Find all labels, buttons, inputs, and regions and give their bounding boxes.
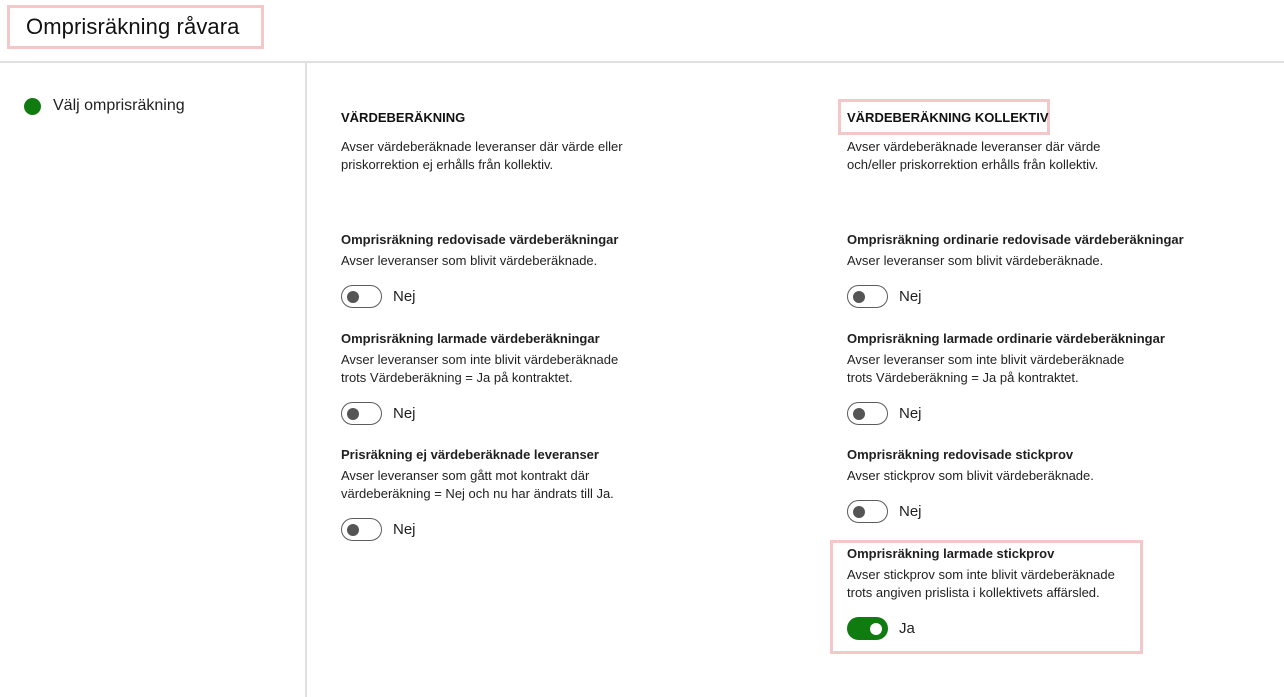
description-line: Avser stickprov som inte blivit värdeberäknade bbox=[847, 567, 1115, 582]
toggle-switch-larmade-ordinarie-vardeberakningar[interactable] bbox=[847, 402, 888, 425]
toggle-state-label: Nej bbox=[899, 405, 922, 422]
description-line: värdeberäkning = Nej och nu har ändrats till Ja. bbox=[341, 486, 614, 501]
toggle-switch-larmade-vardeberakningar[interactable] bbox=[341, 402, 382, 425]
toggle-switch-ordinarie-redovisade-vardeberakningar[interactable] bbox=[847, 285, 888, 308]
option-title: Prisräkning ej värdeberäknade leveranser bbox=[341, 447, 599, 462]
toggle-row bbox=[847, 402, 1207, 425]
step-valj-omprisrakning[interactable] bbox=[24, 97, 185, 115]
sidebar-divider bbox=[305, 63, 307, 697]
description-line: och/eller priskorrektion erhålls från kollektiv. bbox=[847, 157, 1099, 172]
option-title: Omprisräkning larmade värdeberäkningar bbox=[341, 331, 600, 346]
option-description bbox=[341, 467, 641, 503]
description-line: Avser leveranser som blivit värdeberäknade. bbox=[847, 253, 1104, 268]
option-title: Omprisräkning redovisade värdeberäkningar bbox=[341, 232, 619, 247]
toggle-state-label: Nej bbox=[393, 521, 416, 538]
step-label: Välj omprisräkning bbox=[53, 97, 185, 114]
option-title: Omprisräkning ordinarie redovisade värdeberäkningar bbox=[847, 232, 1184, 247]
option-description bbox=[341, 351, 641, 387]
description-line: trots angiven prislista i kollektivets affärsled. bbox=[847, 585, 1100, 600]
description-line: Avser leveranser som blivit värdeberäknade. bbox=[341, 253, 598, 268]
toggle-state-label: Nej bbox=[899, 288, 922, 305]
step-status-dot bbox=[24, 98, 41, 115]
option-description bbox=[847, 566, 1147, 602]
description-line: Avser leveranser som gått mot kontrakt där bbox=[341, 468, 590, 483]
toggle-switch-larmade-stickprov[interactable] bbox=[847, 617, 888, 640]
page-title: Omprisräkning råvara bbox=[26, 14, 240, 39]
toggle-knob bbox=[347, 291, 359, 303]
description-line: Avser leveranser som inte blivit värdeberäknade bbox=[847, 352, 1125, 367]
toggle-state-label: Nej bbox=[393, 405, 416, 422]
option-description bbox=[847, 252, 1207, 270]
option-title: Omprisräkning larmade ordinarie värdeberäkningar bbox=[847, 331, 1165, 346]
toggle-switch-redovisade-vardeberakningar[interactable] bbox=[341, 285, 382, 308]
description-line: trots Värdeberäkning = Ja på kontraktet. bbox=[847, 370, 1079, 385]
option-ordinarie-redovisade-vardeberakningar bbox=[847, 231, 1207, 308]
section-heading-vardeberakning: VÄRDEBERÄKNING bbox=[341, 110, 466, 125]
description-line: priskorrektion ej erhålls från kollektiv. bbox=[341, 157, 554, 172]
toggle-state-label: Nej bbox=[899, 503, 922, 520]
toggle-knob bbox=[870, 623, 882, 635]
description-line: trots Värdeberäkning = Ja på kontraktet. bbox=[341, 370, 573, 385]
header-divider bbox=[0, 61, 1284, 63]
toggle-row bbox=[341, 518, 641, 541]
option-larmade-vardeberakningar bbox=[341, 330, 641, 425]
description-line: Avser leveranser som inte blivit värdeberäknade bbox=[341, 352, 619, 367]
section-heading-vardeberakning-kollektiv: VÄRDEBERÄKNING KOLLEKTIV bbox=[847, 110, 1049, 125]
option-redovisade-vardeberakningar bbox=[341, 231, 641, 308]
toggle-switch-ej-vardeberaknade-leveranser[interactable] bbox=[341, 518, 382, 541]
toggle-knob bbox=[853, 291, 865, 303]
description-line: Avser värdeberäknade leveranser där värde bbox=[847, 139, 1101, 154]
option-redovisade-stickprov bbox=[847, 446, 1147, 523]
option-title: Omprisräkning larmade stickprov bbox=[847, 546, 1055, 561]
option-description bbox=[847, 351, 1207, 387]
toggle-state-label: Ja bbox=[899, 620, 915, 637]
toggle-row bbox=[847, 617, 1147, 640]
toggle-row bbox=[341, 285, 641, 308]
option-ej-vardeberaknade-leveranser bbox=[341, 446, 641, 541]
toggle-row bbox=[847, 285, 1207, 308]
section-description-vardeberakning-kollektiv bbox=[847, 138, 1147, 174]
description-line: Avser värdeberäknade leveranser där värde eller bbox=[341, 139, 623, 154]
toggle-knob bbox=[347, 408, 359, 420]
option-description bbox=[847, 467, 1147, 485]
option-larmade-stickprov bbox=[847, 545, 1147, 640]
toggle-knob bbox=[853, 408, 865, 420]
toggle-state-label: Nej bbox=[393, 288, 416, 305]
page-title-box bbox=[7, 5, 264, 49]
option-larmade-ordinarie-vardeberakningar bbox=[847, 330, 1207, 425]
toggle-knob bbox=[347, 524, 359, 536]
toggle-knob bbox=[853, 506, 865, 518]
toggle-switch-redovisade-stickprov[interactable] bbox=[847, 500, 888, 523]
toggle-row bbox=[341, 402, 641, 425]
option-title: Omprisräkning redovisade stickprov bbox=[847, 447, 1074, 462]
section-description-vardeberakning bbox=[341, 138, 641, 174]
description-line: Avser stickprov som blivit värdeberäknade. bbox=[847, 468, 1094, 483]
toggle-row bbox=[847, 500, 1147, 523]
option-description bbox=[341, 252, 641, 270]
